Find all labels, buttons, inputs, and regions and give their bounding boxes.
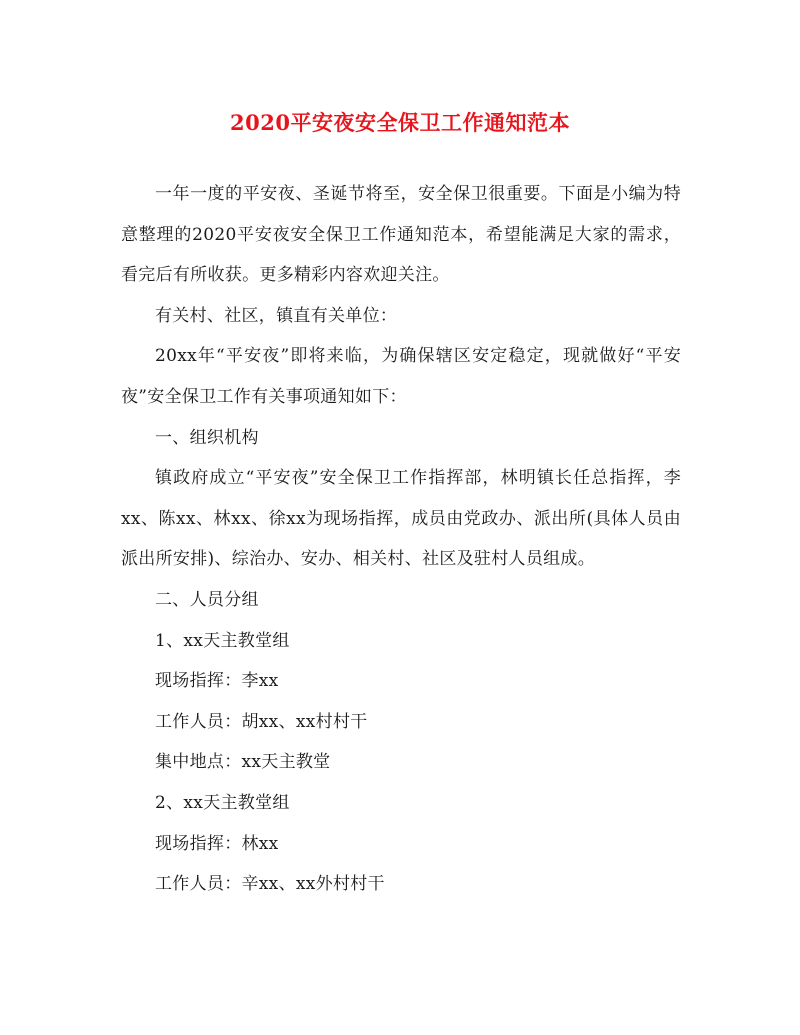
group2-heading: 2、xx天主教堂组 bbox=[155, 792, 290, 813]
group2-commander: 现场指挥：林xx bbox=[155, 833, 279, 854]
group1-staff: 工作人员：胡xx、xx村村干 bbox=[155, 711, 368, 732]
document-title: 2020平安夜安全保卫工作通知范本 bbox=[230, 110, 570, 135]
section-heading-organization: 一、组织机构 bbox=[155, 427, 259, 448]
group1-heading: 1、xx天主教堂组 bbox=[155, 630, 290, 651]
group1-commander: 现场指挥：李xx bbox=[155, 671, 279, 692]
organization-paragraph: 镇政府成立“平安夜”安全保卫工作指挥部，林明镇长任总指挥，李xx、陈xx、林xx、徐xx为现场指挥，成员由党政办、派出所(具体人员由派出所安排)、综治办、安办、相关村、社区及驻村人员组成。 bbox=[121, 468, 681, 570]
salutation: 有关村、社区，镇直有关单位： bbox=[155, 305, 398, 326]
section-heading-groups: 二、人员分组 bbox=[155, 589, 259, 610]
opening-paragraph: 20xx年“平安夜”即将来临，为确保辖区安定稳定，现就做好“平安夜”安全保卫工作有关事项通知如下： bbox=[121, 346, 681, 407]
group2-staff: 工作人员：辛xx、xx外村村干 bbox=[155, 874, 385, 895]
document-body bbox=[121, 174, 681, 905]
group1-location: 集中地点：xx天主教堂 bbox=[155, 752, 331, 773]
intro-paragraph: 一年一度的平安夜、圣诞节将至，安全保卫很重要。下面是小编为特意整理的2020平安夜安全保卫工作通知范本，希望能满足大家的需求，看完后有所收获。更多精彩内容欢迎关注。 bbox=[121, 184, 681, 286]
